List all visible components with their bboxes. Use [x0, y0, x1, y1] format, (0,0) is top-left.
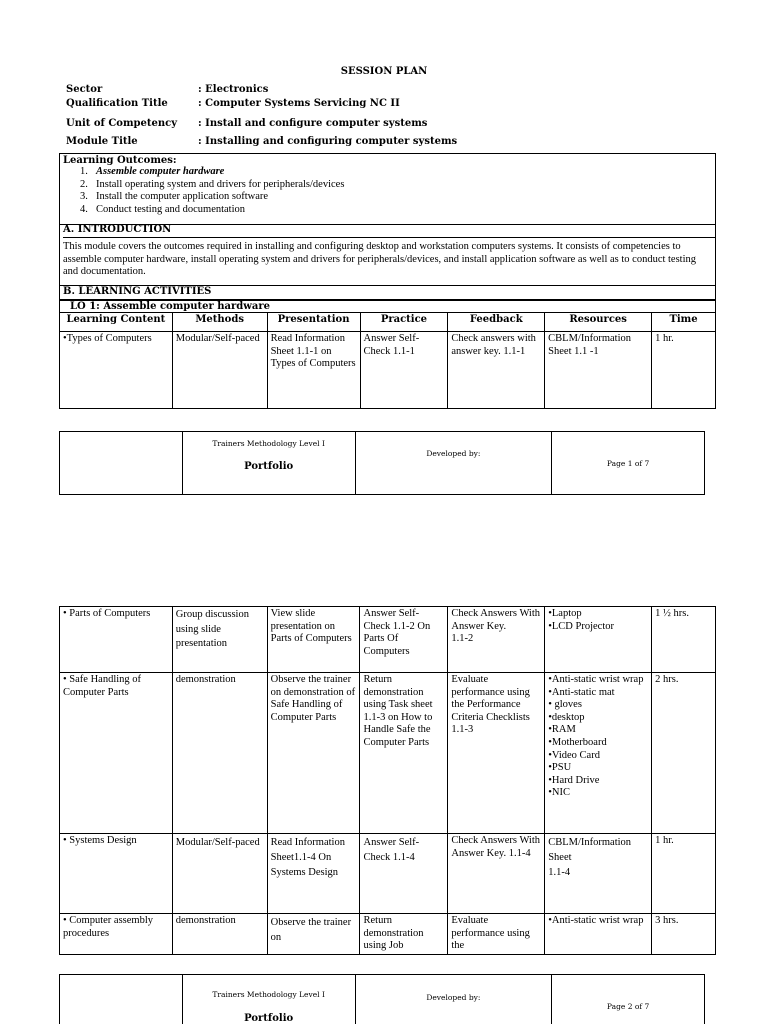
footer-developed: Developed by: [426, 449, 481, 458]
table-cell: Check Answers With Answer Key. 1.1-2 [448, 607, 545, 673]
meta-value: : Installing and configuring computer systems [198, 136, 458, 147]
table-cell: • Safe Handling of Computer Parts [60, 673, 173, 834]
learning-outcomes-list [80, 166, 715, 216]
column-header: Presentation [267, 313, 360, 332]
table-cell: Evaluate performance using the [448, 914, 545, 955]
table-cell: CBLM/Information Sheet 1.1-4 [545, 834, 652, 914]
footer-developed: Developed by: [426, 993, 481, 1002]
table-row [60, 834, 716, 914]
table-cell: 1 hr. [652, 834, 716, 914]
footer-trainers: Trainers Methodology Level I [212, 990, 325, 999]
table-cell: Modular/Self-paced [172, 834, 267, 914]
table-cell: Observe the trainer on [267, 914, 360, 955]
page-footer-2 [59, 974, 705, 1024]
footer-portfolio: Portfolio [244, 461, 294, 472]
footer-trainers-cell [182, 975, 355, 1024]
table-cell: Answer Self-Check 1.1-1 [360, 332, 448, 409]
table-cell: Read Information Sheet 1.1-1 on Types of Computers [267, 332, 360, 409]
table-row [60, 607, 716, 673]
table-cell: Check Answers With Answer Key. 1.1-4 [448, 834, 545, 914]
table-cell: Group discussion using slide presentation [172, 607, 267, 673]
column-header: Practice [360, 313, 448, 332]
table-cell: Evaluate performance using the Performance Criteria Checklists 1.1-3 [448, 673, 545, 834]
meta-value: : Electronics [198, 84, 269, 95]
table-cell: demonstration [172, 914, 267, 955]
footer-developed-cell [355, 432, 552, 495]
table-cell: •Types of Computers [60, 332, 173, 409]
table-cell: Observe the trainer on demonstration of Safe Handling of Computer Parts [267, 673, 360, 834]
lo1-heading: LO 1: Assemble computer hardware [70, 301, 271, 312]
meta-value: : Install and configure computer systems [198, 118, 428, 129]
list-item: 2. Install operating system and drivers for peripherals/devices [80, 178, 345, 190]
introduction-box [59, 224, 716, 286]
meta-key: Unit of Competency [66, 118, 178, 129]
table-cell: Check answers with answer key. 1.1-1 [448, 332, 545, 409]
footer-trainers: Trainers Methodology Level I [212, 439, 325, 449]
table-cell: Answer Self-Check 1.1-2 On Parts Of Computers [360, 607, 448, 673]
activities-table-page1 [59, 312, 716, 409]
meta-key: Qualification Title [66, 98, 168, 109]
column-header: Methods [172, 313, 267, 332]
table-cell: demonstration [172, 673, 267, 834]
table-cell: • Systems Design [60, 834, 173, 914]
footer-portfolio: Portfolio [244, 1012, 294, 1024]
list-item: 4. Conduct testing and documentation [80, 203, 246, 215]
table-cell: 3 hrs. [652, 914, 716, 955]
footer-blank-cell [60, 975, 183, 1024]
list-item: 3. Install the computer application software [80, 191, 269, 203]
introduction-heading: A. INTRODUCTION [63, 224, 715, 238]
footer-trainers-cell [182, 432, 355, 495]
footer-developed-cell [355, 975, 552, 1024]
footer-page-number: Page 2 of 7 [606, 1002, 650, 1011]
table-cell: 2 hrs. [652, 673, 716, 834]
table-header-row [60, 313, 716, 332]
meta-key: Sector [66, 84, 103, 95]
page-title: SESSION PLAN [340, 66, 428, 77]
learning-outcomes-box [59, 153, 716, 225]
activities-table-page2 [59, 606, 716, 955]
footer-page-number: Page 1 of 7 [606, 459, 650, 468]
meta-key: Module Title [66, 136, 138, 147]
table-cell: Return demonstration using Job [360, 914, 448, 955]
table-cell: Read Information Sheet1.1-4 On Systems Design [267, 834, 360, 914]
table-cell: • Computer assembly procedures [60, 914, 173, 955]
activities-heading: B. LEARNING ACTIVITIES [63, 286, 212, 297]
learning-outcomes-label: Learning Outcomes: [63, 155, 177, 166]
list-item: 1. Assemble computer hardware [80, 166, 225, 177]
table-cell: Answer Self-Check 1.1-4 [360, 834, 448, 914]
table-cell: •Laptop •LCD Projector [545, 607, 652, 673]
table-cell: • Parts of Computers [60, 607, 173, 673]
table-cell: •Anti-static wrist wrap •Anti-static mat • gloves •desktop •RAM •Motherboard •Video Card •PSU •Hard Drive •NIC [545, 673, 652, 834]
table-cell: •Anti-static wrist wrap [545, 914, 652, 955]
table-cell: Return demonstration using Task sheet 1.1-3 on How to Handle Safe the Computer Parts [360, 673, 448, 834]
table-cell: Modular/Self-paced [172, 332, 267, 409]
meta-value: : Computer Systems Servicing NC II [198, 98, 400, 109]
table-row [60, 914, 716, 955]
activities-heading-row [59, 285, 716, 300]
footer-blank-cell [60, 432, 183, 495]
footer-page-cell [552, 975, 705, 1024]
table-row [60, 332, 716, 409]
footer-page-cell [552, 432, 705, 495]
table-cell: CBLM/Information Sheet 1.1 -1 [545, 332, 652, 409]
introduction-text: This module covers the outcomes required in installing and configuring desktop and workstation computers systems. It consists of competencies to assemble computer hardware, install operating system and drivers for peripherals/devices, and install application software as well as to conduct testing and documentation. [63, 241, 697, 278]
column-header: Feedback [448, 313, 545, 332]
table-cell: 1 hr. [652, 332, 716, 409]
table-cell: View slide presentation on Parts of Computers [267, 607, 360, 673]
table-row [60, 673, 716, 834]
column-header: Resources [545, 313, 652, 332]
table-cell: 1 ½ hrs. [652, 607, 716, 673]
column-header: Learning Content [60, 313, 173, 332]
column-header: Time [652, 313, 716, 332]
page-footer-1 [59, 431, 705, 495]
